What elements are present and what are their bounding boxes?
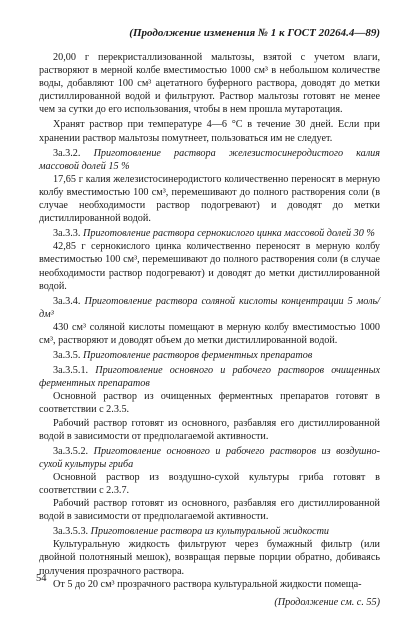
section-number: 3а.3.3. — [53, 228, 81, 240]
section-title: Приготовление основного и рабочего растворов из воздушно-сухой культуры гриба — [39, 445, 380, 470]
paragraph: Основной раствор из очищенных ферментных препаратов готовят в соответствии с 2.3.5. — [39, 391, 380, 416]
paragraph: Культуральную жидкость фильтруют через бумажный фильтр (или двойной полотняный мешок), возвращая первые порции обратно, добиваясь получения прозрачного раствора. — [39, 539, 380, 577]
section-heading — [39, 147, 380, 173]
paragraph: От 5 до 20 см³ прозрачного раствора культуральной жидкости помеща- — [53, 578, 362, 590]
paragraph: Основной раствор из воздушно-сухой культуры гриба готовят в соответствии с 2.3.7. — [39, 471, 380, 496]
paragraph: Рабочий раствор готовят из основного, разбавляя его дистиллированной водой в зависимости от предполагаемой активности. — [39, 498, 380, 523]
section-heading — [39, 364, 380, 390]
section-number: 3а.3.4. — [53, 295, 81, 307]
paragraph: 20,00 г перекристаллизованной мальтозы, взятой с учетом влаги, растворяют в мерной колбе вместимостью 1000 см³ в небольшом количестве воды, добавляют 100 см³ ацетатного буферного раствора, доводят до метки дистиллированной водой и фильтруют. Раствор мальтозы готовят не менее чем за сутки до его использования, чтобы в нем прошла мутаротация. — [39, 52, 380, 116]
page-number: 54 — [36, 573, 47, 584]
paragraph: 17,65 г калия железистосинеродистого количественно переносят в мерную колбу вместимостью 100 см³, перемешивают до полного растворения соли (в случае необходимости раствор подогревают) и доводят до метки дистиллированной водой. — [39, 173, 380, 225]
section-title: Приготовление раствора железистосинеродистого калия массовой долей 15 % — [39, 147, 381, 172]
section-heading — [39, 295, 380, 321]
section-number: 3а.3.5.1. — [53, 365, 89, 377]
section-number: 3а.3.5. — [53, 350, 81, 362]
section-title: Приготовление растворов ферментных препаратов — [83, 350, 313, 362]
section-heading — [39, 445, 380, 471]
section-number: 3а.3.2. — [53, 147, 81, 159]
section-number: 3а.3.5.2. — [53, 445, 89, 457]
section-number: 3а.3.5.3. — [53, 526, 89, 538]
section-title: Приготовление раствора из культуральной жидкости — [90, 526, 330, 538]
paragraph: 42,85 г сернокислого цинка количественно переносят в мерную колбу вместимостью 100 см³, перемешивают до полного растворения соли (в случае необходимости раствор подогревают) и доводят до метки дистиллированной водой. — [39, 241, 380, 292]
paragraph: 430 см³ соляной кислоты помещают в мерную колбу вместимостью 1000 см³, растворяют и доводят объем до метки дистиллированной водой. — [39, 321, 380, 346]
continuation-note: (Продолжение см. с. 55) — [274, 596, 380, 608]
section-heading — [39, 227, 380, 240]
paragraph: Рабочий раствор готовят из основного, разбавляя его дистиллированной водой в зависимости от предполагаемой активности. — [39, 417, 380, 442]
section-heading — [39, 525, 380, 538]
section-title: Приготовление раствора сернокислого цинка массовой долей 30 % — [83, 228, 375, 240]
document-body — [39, 51, 380, 591]
section-heading — [39, 349, 380, 362]
section-title: Приготовление основного и рабочего растворов очищенных ферментных препаратов — [39, 365, 380, 390]
section-title: Приготовление раствора соляной кислоты концентрации 5 моль/дм³ — [39, 295, 380, 320]
page-header: (Продолжение изменения № 1 к ГОСТ 20264.4—89) — [129, 27, 380, 39]
paragraph: Хранят раствор при температуре 4—6 °С в течение 30 дней. Если при хранении раствор мальтозы помутнеет, пользоваться им не следует. — [39, 119, 380, 144]
